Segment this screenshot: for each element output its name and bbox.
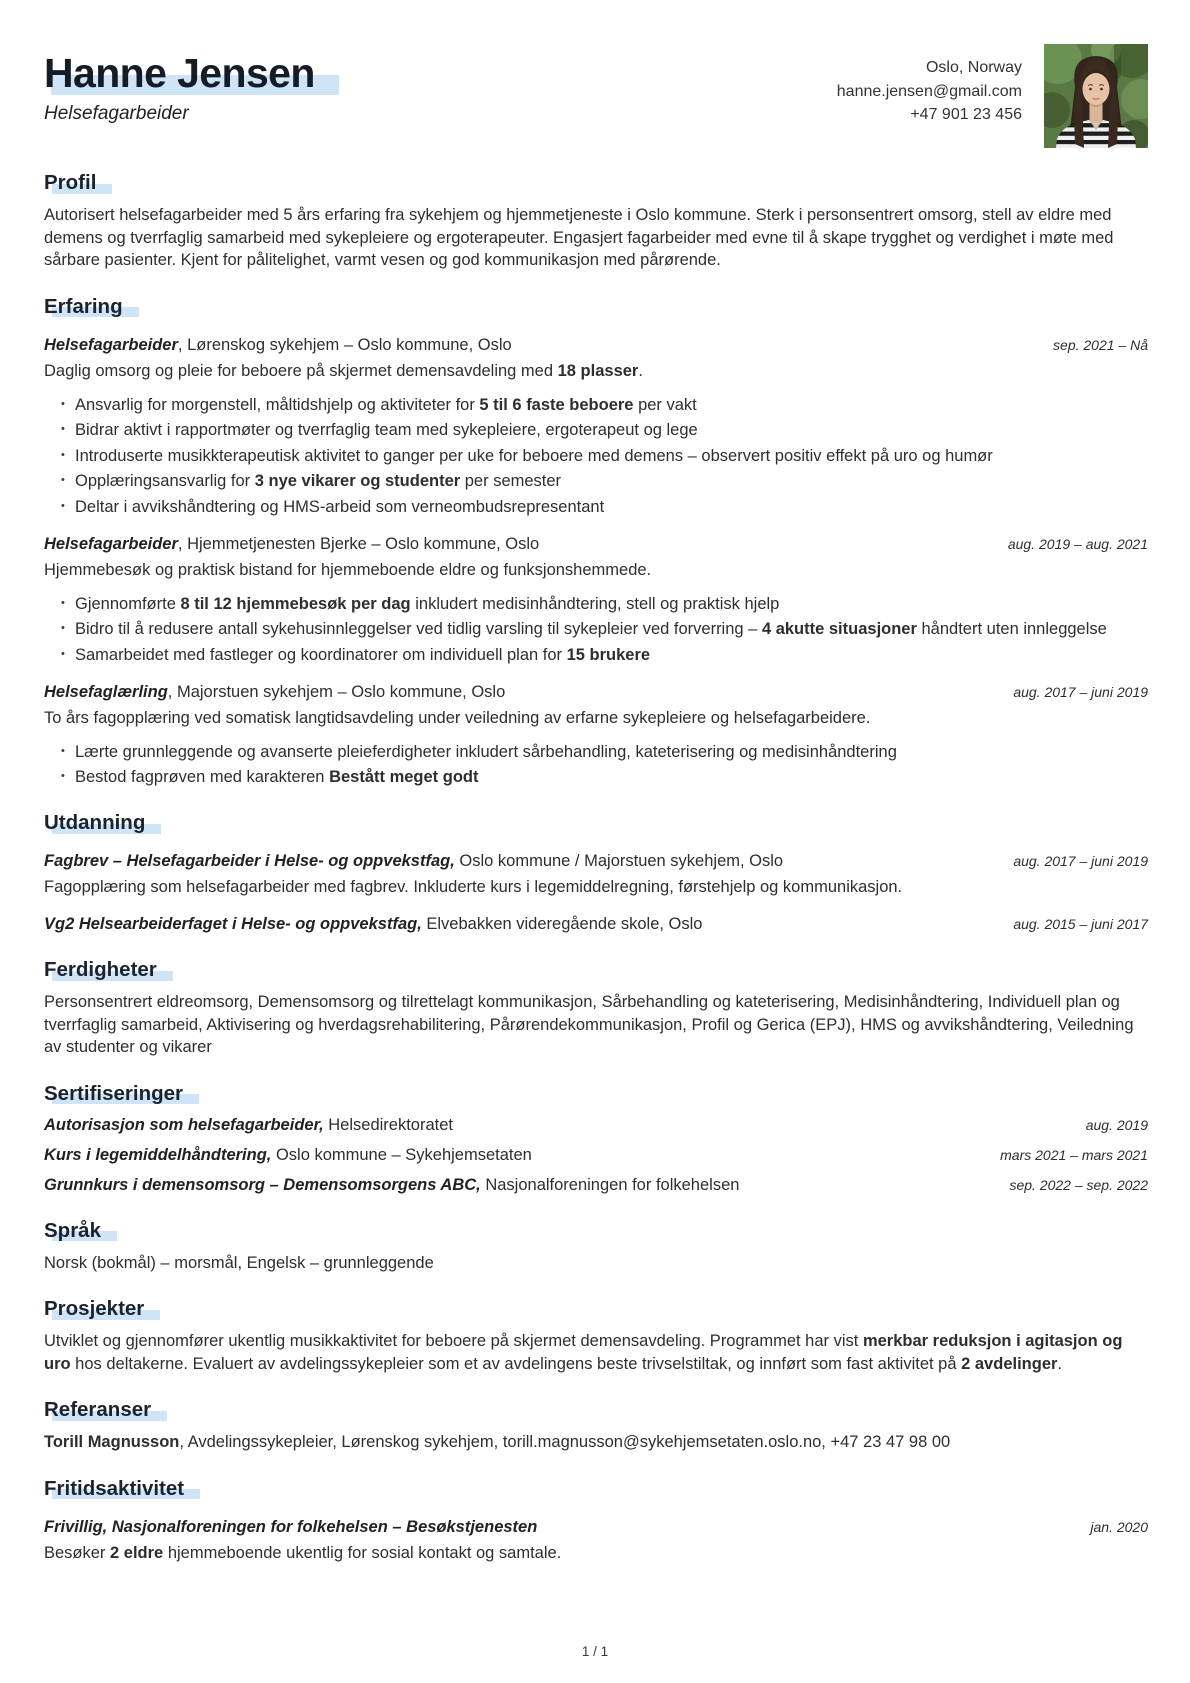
experience-bullet-list xyxy=(44,594,1148,666)
person-job-title: Helsefagarbeider xyxy=(44,103,189,124)
education-entry xyxy=(44,851,1148,898)
section-heading-skills: Ferdigheter xyxy=(44,958,157,981)
certification-entry-head xyxy=(44,1175,1148,1196)
hobby-entry-date: jan. 2020 xyxy=(1090,1518,1148,1535)
portrait-illustration xyxy=(1044,44,1148,148)
page-indicator: 1 / 1 xyxy=(581,1644,609,1659)
certification-entry-subtitle: Helsedirektoratet xyxy=(323,1115,453,1134)
bullet-item: • Gjennomførte 8 til 12 hjemmebesøk per dag inkludert medisinhåndtering, stell og praktisk hjelp xyxy=(75,594,1148,615)
projects-text: Utviklet og gjennomfører ukentlig musikkaktivitet for beboere på skjermet demensavdeling. Programmet har vist merkbar reduksjon i agitasjon og uro hos deltakerne. Evaluert av avdelingssykepleier som et av avdelingens beste trivselstiltak, og innført som fast aktivitet på 2 avdelinger. xyxy=(44,1332,1123,1373)
experience-entry-head xyxy=(44,534,1148,555)
certification-entry-titleline xyxy=(44,1115,453,1136)
experience-entry-date: aug. 2019 – aug. 2021 xyxy=(1007,535,1148,552)
experience-entry-head xyxy=(44,335,1148,356)
bullet-item: • Lærte grunnleggende og avanserte pleieferdigheter inkludert sårbehandling, kateterisering og medisinhåndtering xyxy=(75,742,1148,763)
certification-entry-titleline xyxy=(44,1145,532,1166)
contact-email: hanne.jensen@gmail.com xyxy=(836,82,1022,100)
bullet-item: • Introduserte musikkterapeutisk aktivitet to ganger per uke for beboere med demens – observert positiv effekt på uro og humør xyxy=(75,446,1148,467)
certification-entry-date: mars 2021 – mars 2021 xyxy=(1000,1146,1148,1163)
section-heading-certifications: Sertifiseringer xyxy=(44,1081,183,1105)
certification-entry-titleline xyxy=(44,1175,739,1196)
certification-entry-title: Grunnkurs i demensomsorg – Demensomsorgens ABC, xyxy=(44,1175,481,1194)
hobby-entry-head xyxy=(44,1517,1148,1538)
certification-entry-title: Autorisasjon som helsefagarbeider, xyxy=(44,1115,324,1134)
bullet-item: • Ansvarlig for morgenstell, måltidshjelp og aktiviteter for 5 til 6 faste beboere per vakt xyxy=(75,395,1148,416)
section-languages xyxy=(44,1218,1148,1275)
certification-entry-subtitle: Nasjonalforeningen for folkehelsen xyxy=(480,1175,740,1194)
section-hobbies xyxy=(44,1476,1148,1564)
experience-entry xyxy=(44,682,1148,789)
contact-block xyxy=(837,40,1022,127)
education-entry-subtitle: Oslo kommune / Majorstuen sykehjem, Oslo xyxy=(454,852,784,870)
section-references xyxy=(44,1397,1148,1454)
hobby-entry xyxy=(44,1517,1148,1564)
bullet-item: • Bidro til å redusere antall sykehusinnleggelser ved tidlig varsling til sykepleier ved forverring – 4 akutte situasjoner håndtert uten innleggelse xyxy=(75,619,1148,640)
experience-entry xyxy=(44,335,1148,518)
person-name-text: Hanne Jensen xyxy=(44,50,315,96)
experience-bullet-list xyxy=(44,742,1148,789)
section-experience xyxy=(44,294,1148,789)
person-name xyxy=(44,50,315,96)
certification-entry-title: Kurs i legemiddelhåndtering, xyxy=(44,1145,272,1164)
certification-entry xyxy=(44,1115,1148,1136)
section-heading-hobbies: Fritidsaktivitet xyxy=(44,1476,185,1500)
education-entry-summary: Fagopplæring som helsefagarbeider med fagbrev. Inkluderte kurs i legemiddelregning, førstehjelp og kommunikasjon. xyxy=(44,878,903,896)
bullet-item: • Bestod fagprøven med karakteren Bestått meget godt xyxy=(75,767,1148,788)
experience-entry-title: Helsefaglærling xyxy=(44,682,168,701)
experience-entry-subtitle: , Lørenskog sykehjem – Oslo kommune, Oslo xyxy=(177,335,512,354)
experience-entry-summary: Daglig omsorg og pleie for beboere på skjermet demensavdeling med 18 plasser. xyxy=(44,361,643,380)
hobby-entry-title: Frivillig, Nasjonalforeningen for folkehelsen – Besøkstjenesten xyxy=(44,1517,538,1536)
section-heading-languages: Språk xyxy=(44,1218,101,1242)
education-entry-titleline xyxy=(44,914,702,935)
section-profile xyxy=(44,170,1148,272)
certification-entries xyxy=(44,1115,1148,1196)
contact-location: Oslo, Norway xyxy=(925,59,1022,76)
education-entry-title: Vg2 Helsearbeiderfaget i Helse- og oppvekstfag, xyxy=(44,915,422,933)
section-skills xyxy=(44,957,1148,1059)
certification-entry-head xyxy=(44,1145,1148,1166)
experience-entry-head xyxy=(44,682,1148,703)
section-heading-experience: Erfaring xyxy=(44,294,123,318)
experience-entry-title: Helsefagarbeider xyxy=(44,534,178,553)
bullet-item: • Opplæringsansvarlig for 3 nye vikarer og studenter per semester xyxy=(75,471,1148,492)
education-entry-date: aug. 2017 – juni 2019 xyxy=(1013,853,1148,869)
certification-entry xyxy=(44,1145,1148,1166)
languages-text: Norsk (bokmål) – morsmål, Engelsk – grunnleggende xyxy=(44,1253,434,1272)
experience-entry-summary: To års fagopplæring ved somatisk langtidsavdeling under veiledning av erfarne sykepleiere og helsefagarbeidere. xyxy=(44,708,871,727)
experience-entries xyxy=(44,335,1148,789)
hobby-entries xyxy=(44,1517,1148,1564)
experience-entry xyxy=(44,534,1148,666)
education-entry-date: aug. 2015 – juni 2017 xyxy=(1013,916,1148,932)
hobby-entry-titleline xyxy=(44,1517,537,1538)
experience-entry-titleline xyxy=(44,534,539,555)
certification-entry-date: sep. 2022 – sep. 2022 xyxy=(1009,1176,1148,1193)
bullet-item: • Bidrar aktivt i rapportmøter og tverrfaglig team med sykepleiere, ergoterapeut og lege xyxy=(75,420,1148,441)
certification-entry xyxy=(44,1175,1148,1196)
education-entry-titleline xyxy=(44,851,783,872)
bullet-item: • Deltar i avvikshåndtering og HMS-arbeid som verneombudsrepresentant xyxy=(75,497,1148,518)
certification-entry-subtitle: Oslo kommune – Sykehjemsetaten xyxy=(271,1145,532,1164)
experience-entry-date: aug. 2017 – juni 2019 xyxy=(1013,683,1148,700)
education-entry xyxy=(44,914,1148,935)
section-projects xyxy=(44,1296,1148,1375)
skills-text: Personsentrert eldreomsorg, Demensomsorg og tilrettelagt kommunikasjon, Sårbehandling og kateterisering, Medisinhåndtering, Individuell plan og tverrfaglig samarbeid, Aktivisering og hverdagsrehabilitering, Pårørendekommunikasjon, Profil og Gerica (EPJ), HMS og avvikshåndtering, Veiledning av studenter og vikarer xyxy=(44,993,1134,1056)
section-heading-projects: Prosjekter xyxy=(44,1297,145,1320)
experience-entry-titleline xyxy=(44,682,505,703)
section-certifications xyxy=(44,1081,1148,1196)
section-education xyxy=(44,810,1148,935)
experience-entry-subtitle: , Majorstuen sykehjem – Oslo kommune, Oslo xyxy=(167,682,506,701)
experience-entry-titleline xyxy=(44,335,512,356)
profile-text: Autorisert helsefagarbeider med 5 års erfaring fra sykehjem og hjemmetjeneste i Oslo kommune. Sterk i personsentrert omsorg, stell av eldre med demens og tverrfaglig samarbeid med sykepleiere og ergoterapeuter. Engasjert fagarbeider med evne til å skape trygghet og verdighet i møte med sårbare pasienter. Kjent for pålitelighet, varmt vesen og god kommunikasjon med pårørende. xyxy=(44,206,1114,269)
education-entries xyxy=(44,851,1148,935)
header xyxy=(44,40,1148,148)
experience-entry-subtitle: , Hjemmetjenesten Bjerke – Oslo kommune, Oslo xyxy=(177,534,540,553)
education-entry-head xyxy=(44,851,1148,872)
experience-entry-summary: Hjemmebesøk og praktisk bistand for hjemmeboende eldre og funksjonshemmede. xyxy=(44,560,652,579)
profile-photo xyxy=(1044,44,1148,148)
certification-entry-date: aug. 2019 xyxy=(1085,1116,1148,1133)
section-heading-education: Utdanning xyxy=(44,811,146,834)
contact-phone: +47 901 23 456 xyxy=(910,106,1022,123)
education-entry-title: Fagbrev – Helsefagarbeider i Helse- og oppvekstfag, xyxy=(44,852,455,870)
section-heading-profile: Profil xyxy=(44,171,97,194)
bullet-item: • Samarbeidet med fastleger og koordinatorer om individuell plan for 15 brukere xyxy=(75,645,1148,666)
hobby-entry-summary: Besøker 2 eldre hjemmeboende ukentlig for sosial kontakt og samtale. xyxy=(44,1543,562,1562)
experience-entry-title: Helsefagarbeider xyxy=(44,335,178,354)
experience-bullet-list xyxy=(44,395,1148,518)
header-identity xyxy=(44,40,315,125)
experience-entry-date: sep. 2021 – Nå xyxy=(1053,336,1148,353)
education-entry-head xyxy=(44,914,1148,935)
certification-entry-head xyxy=(44,1115,1148,1136)
header-contact-area xyxy=(837,40,1148,148)
references-text: Torill Magnusson, Avdelingssykepleier, Lørenskog sykehjem, torill.magnusson@sykehjemsetaten.oslo.no, +47 23 47 98 00 xyxy=(44,1433,951,1451)
section-heading-references: Referanser xyxy=(44,1398,152,1421)
education-entry-subtitle: Elvebakken videregående skole, Oslo xyxy=(421,915,703,933)
